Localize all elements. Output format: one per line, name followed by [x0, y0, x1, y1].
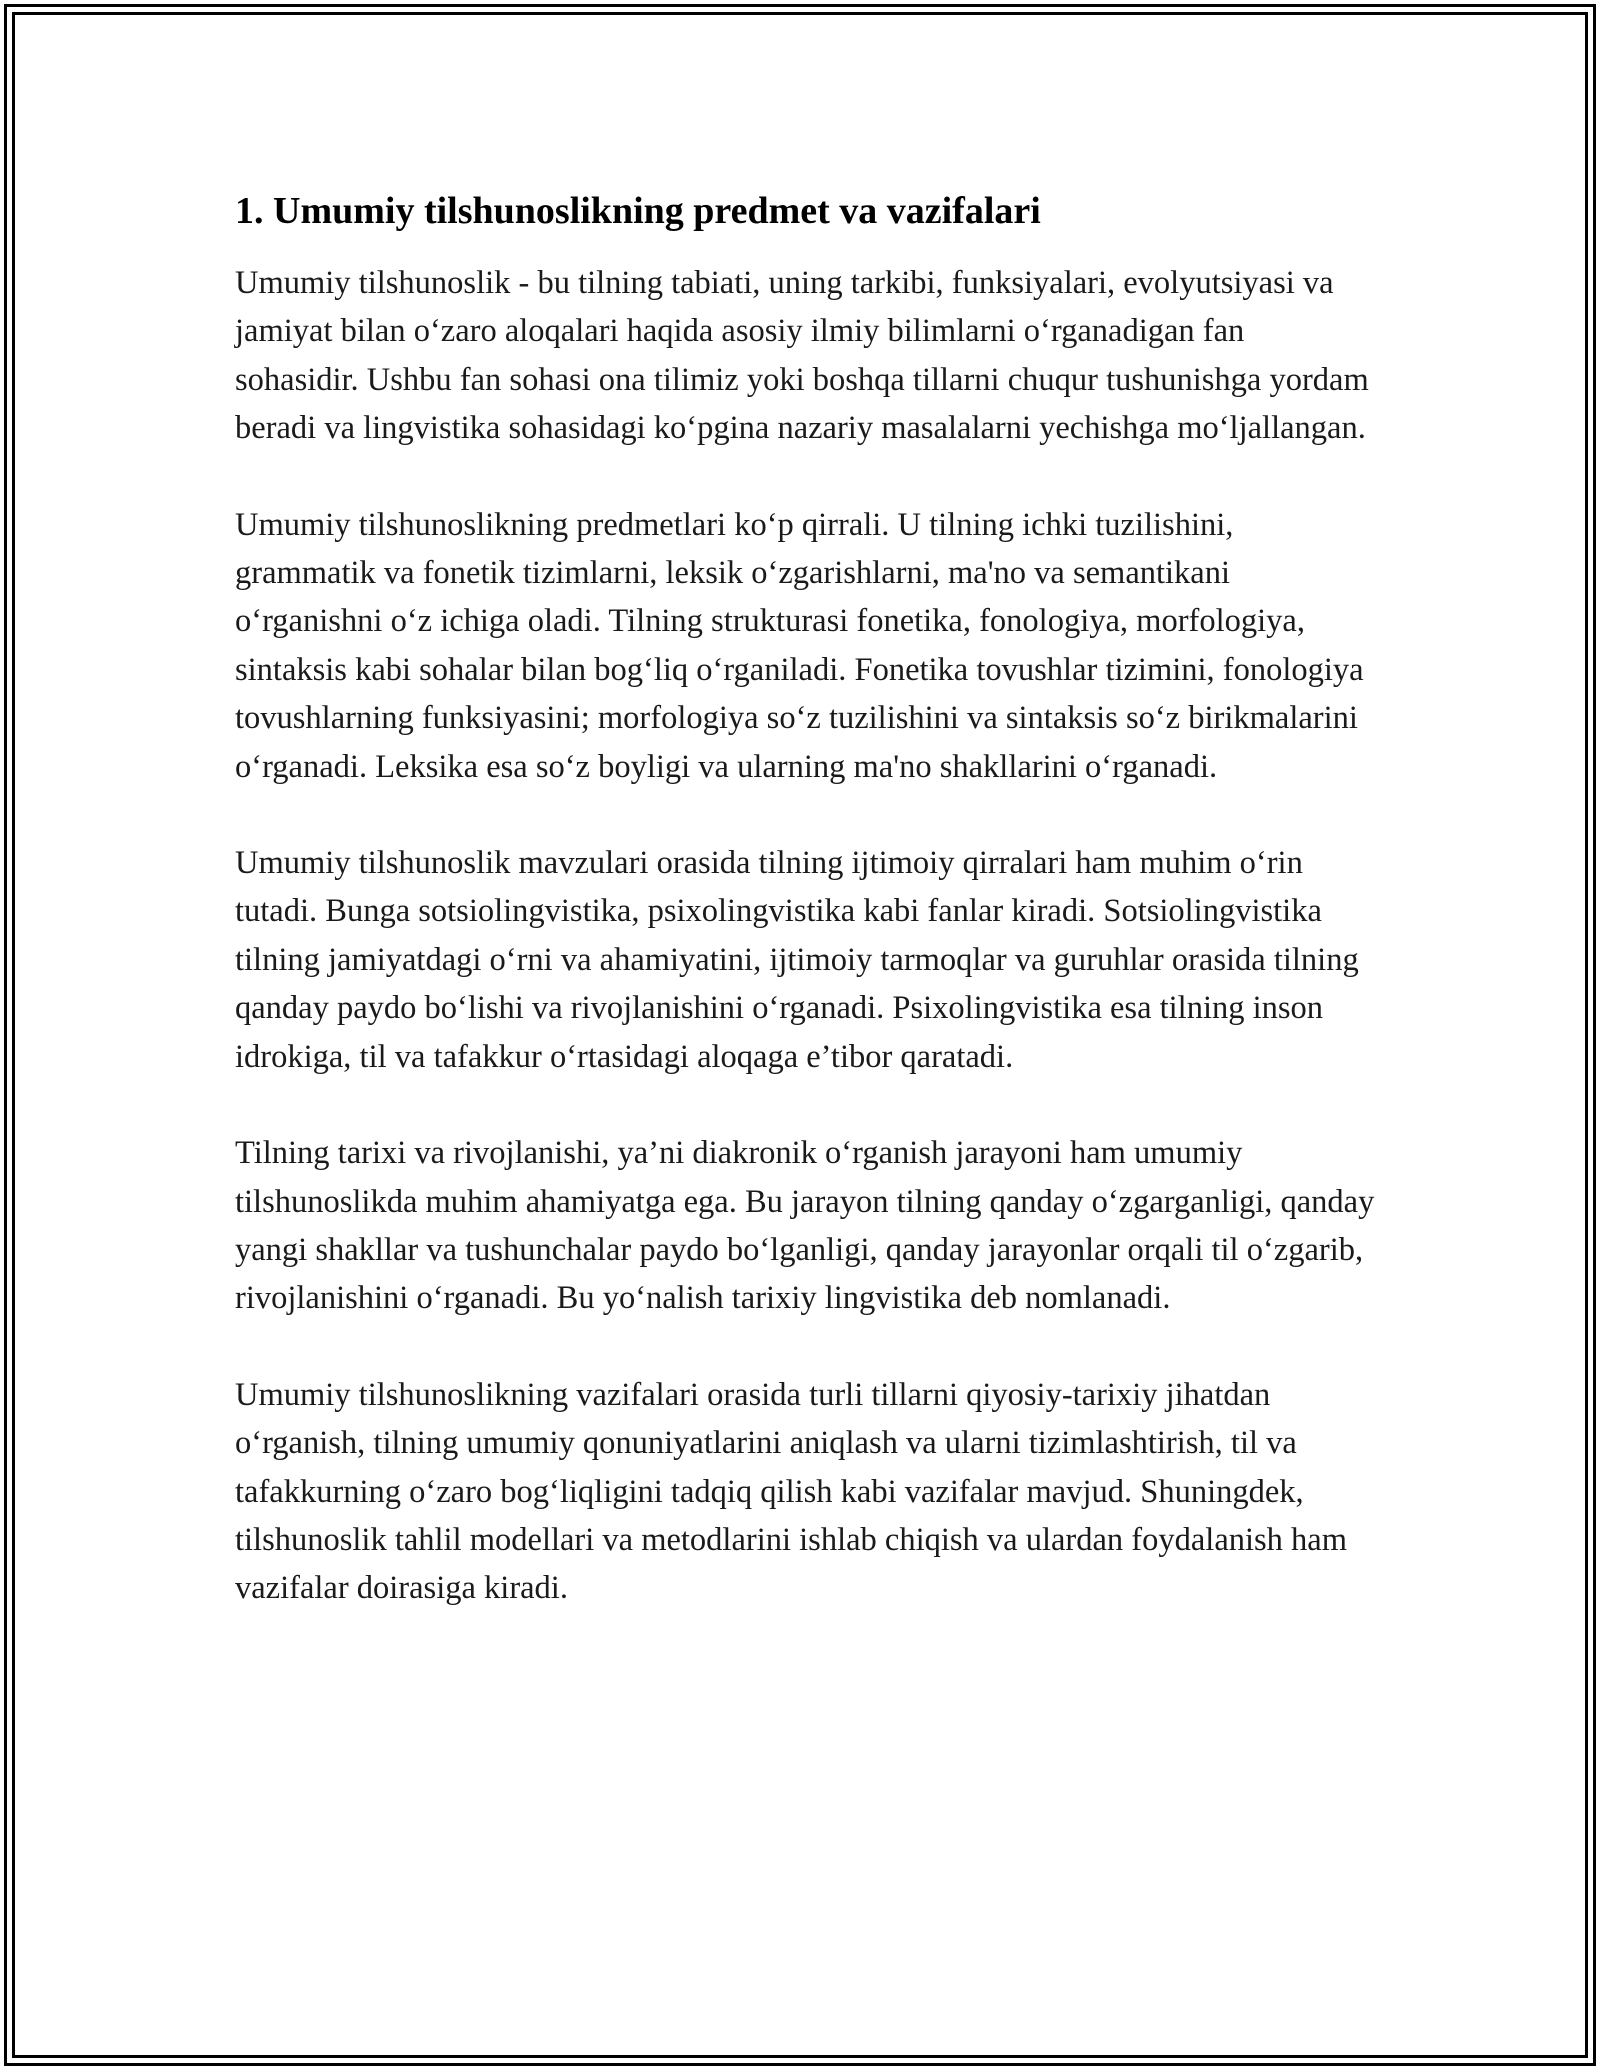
paragraph-5: Umumiy tilshunoslikning vazifalari orasida turli tillarni qiyosiy-tarixiy jihatdan o‘rganish, tilning umumiy qonuniyatlarini aniqlash va ularni tizimlashtirish, til va tafakkurning o‘zaro bog‘liqligini tadqiq qilish kabi vazifalar mavjud. Shuningdek, tilshunoslik tahlil modellari va metodlarini ishlab chiqish va ulardan foydalanish ham vazifalar doirasiga kiradi. — [235, 1376, 1347, 1607]
document-body — [235, 185, 1375, 1661]
paragraph-3: Umumiy tilshunoslik mavzulari orasida tilning ijtimoiy qirralari ham muhim o‘rin tutadi. Bunga sotsiolingvistika, psixolingvistika kabi fanlar kiradi. Sotsiolingvistika tilning jamiyatdagi o‘rni va ahamiyatini, ijtimoiy tarmoqlar va guruhlar orasida tilning qanday paydo bo‘lishi va rivojlanishini o‘rganadi. Psixolingvistika esa tilning inson idrokiga, til va tafakkur o‘rtasidagi aloqaga e’tibor qaratadi. — [235, 845, 1359, 1075]
paragraph-1: Umumiy tilshunoslik - bu tilning tabiati, uning tarkibi, funksiyalari, evolyutsiyasi va jamiyat bilan o‘zaro aloqalari haqida asosiy ilmiy bilimlarni o‘rganadigan fan sohasidir. Ushbu fan sohasi ona tilimiz yoki boshqa tillarni chuqur tushunishga yordam beradi va lingvistika sohasidagi ko‘pgina nazariy masalalarni yechishga mo‘ljallangan. — [235, 265, 1369, 447]
paragraph-2: Umumiy tilshunoslikning predmetlari ko‘p qirrali. U tilning ichki tuzilishini, grammatik va fonetik tizimlarni, leksik o‘zgarishlarni, ma'no va semantikani o‘rganishni o‘z ichiga oladi. Tilning strukturasi fonetika, fonologiya, morfologiya, sintaksis kabi sohalar bilan bog‘liq o‘rganiladi. Fonetika tovushlar tizimini, fonologiya tovushlarning funksiyasini; morfologiya so‘z tuzilishini va sintaksis so‘z birikmalarini o‘rganadi. Leksika esa so‘z boyligi va ularning ma'no shakllarini o‘rganadi. — [235, 506, 1364, 785]
paragraph-4: Tilning tarixi va rivojlanishi, ya’ni diakronik o‘rganish jarayoni ham umumiy tilshunoslikda muhim ahamiyatga ega. Bu jarayon tilning qanday o‘zgarganligi, qanday yangi shakllar va tushunchalar paydo bo‘lganligi, qanday jarayonlar orqali til o‘zgarib, rivojlanishini o‘rganadi. Bu yo‘nalish tarixiy lingvistika deb nomlanadi. — [235, 1135, 1375, 1317]
document-title: 1. Umumiy tilshunoslikning predmet va vazifalari — [235, 190, 1041, 232]
